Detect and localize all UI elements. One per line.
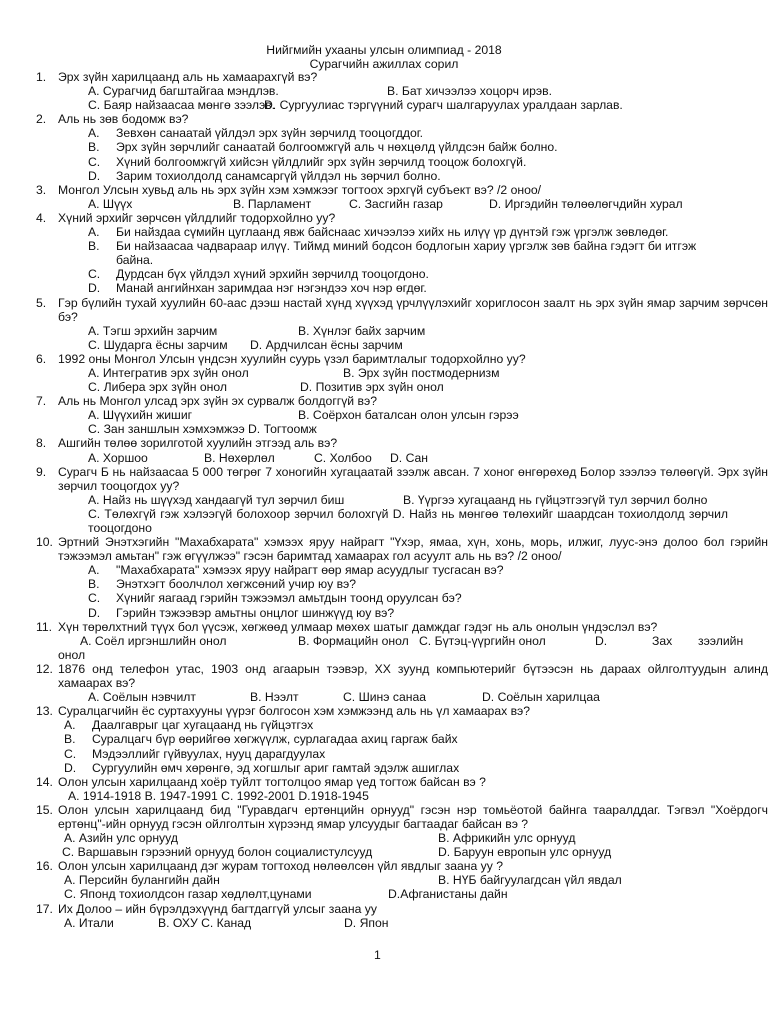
option-letter: B. <box>64 732 76 747</box>
answer-option <box>88 606 728 620</box>
answer-option: D. Соёлын харилцаа <box>482 690 600 705</box>
option-letter: C. <box>88 591 101 606</box>
option-text: Би найзаасаа чадвараар илүү. Тиймд миний бодсон бодлогын хариу үргэлж зөв байна гэдэгт би итгэж байна. <box>116 239 697 268</box>
question-number: 11. <box>36 619 53 634</box>
option-text: Зевхөн санаатай үйлдэл эрх зүйн зөрчилд тооцогддог. <box>116 126 424 141</box>
answer-option: B. Нөхөрлөл <box>204 450 275 465</box>
option-letter: A. <box>88 126 100 141</box>
question-text: Олон улсын харилцаанд бид "Гуравдагч ертөнцийн орнууд" гэсэн нэр томьёотой байнга тааралддаг. Тэгвэл "Хоёрдогч ертөнц"-ийн орнууд гэсэн ойлголтын хүрээнд ямар улсуудыг багтаадаг байсан вэ ? <box>58 802 768 831</box>
answer-option: B. Үүргээ хугацаанд нь гүйцэтгээгүй тул зөрчил болно <box>403 492 708 507</box>
question-text: 1992 оны Монгол Улсын үндсэн хуулийн суурь үзэл баримтлалыг тодорхойлно уу? <box>58 351 526 366</box>
olympiad-title: Нийгмийн ухааны улсын олимпиад - 2018 <box>266 43 502 57</box>
option-letter: B. <box>88 577 100 592</box>
question-item <box>0 662 768 704</box>
answer-option: B. Африкийн улс орнууд <box>438 831 576 846</box>
question-number: 3. <box>36 182 47 197</box>
answer-option: A. Персийн булангийн дайн <box>64 873 220 888</box>
answer-option: A. Сурагчид багштайгаа мэндлэв. <box>88 84 279 99</box>
answer-option: Зах <box>652 633 673 648</box>
question-item <box>0 620 768 662</box>
answer-continuation: C. Төлөхгүй гэж хэлээгүй болохоор зөрчил болохгүй D. Найз нь мөнгөө төлөхийг шаардсан тохиолдолд зөрчил тооцогдоно <box>88 506 728 535</box>
question-item <box>0 211 768 296</box>
answer-option <box>64 732 728 746</box>
question-stem <box>0 704 768 718</box>
option-letter: A. <box>88 563 100 578</box>
question-stem <box>0 352 768 366</box>
answer-option <box>88 155 728 169</box>
option-letter: D. <box>88 605 101 620</box>
question-stem <box>0 296 768 324</box>
answer-option <box>88 126 728 140</box>
answer-option: B. Хүнлэг байх зарчим <box>298 323 426 338</box>
answer-row <box>0 831 768 845</box>
option-letter: C. <box>64 746 77 761</box>
question-number: 17. <box>36 901 53 916</box>
answer-option: D. Тогтоомж <box>248 422 317 437</box>
answer-row <box>0 690 768 704</box>
question-number: 8. <box>36 436 47 451</box>
question-stem <box>0 211 768 225</box>
option-text: Энэтхэгт боолчлол хөгжсөний учир юу вэ? <box>116 577 357 592</box>
question-text: Монгол Улсын хувьд аль нь эрх зүйн хэм хэмжээг тогтоох эрхгүй субъект вэ? /2 оноо/ <box>58 182 542 197</box>
answer-row <box>0 789 768 803</box>
question-text: Аль нь зөв бодомж вэ? <box>58 112 189 127</box>
answer-option: B. ОХУ С. Канад <box>158 915 252 930</box>
question-item <box>0 535 768 620</box>
answer-option: C. Холбоо <box>314 450 372 465</box>
question-item <box>0 775 768 803</box>
answer-row <box>0 338 768 352</box>
option-letter: A. <box>64 718 76 733</box>
question-number: 13. <box>36 704 53 719</box>
answer-option: C. Варшавын гэрээний орнууд болон социалистулсууд <box>62 845 373 860</box>
answer-option <box>88 140 728 154</box>
answer-option: D. Япон <box>344 915 389 930</box>
test-subtitle: Сурагчийн ажиллах сорил <box>309 57 459 71</box>
answer-row <box>0 366 768 380</box>
question-number: 2. <box>36 112 47 127</box>
option-letter: D. <box>88 281 101 296</box>
option-letter: B. <box>88 140 100 155</box>
answer-option: D. Баруун европын улс орнууд <box>438 845 612 860</box>
answer-option: B. Бат хичээлээ хоцорч ирэв. <box>387 84 553 99</box>
question-text: Сурагч Б нь найзаасаа 5 000 төгрөг 7 хоногийн хугацаатай зээлж авсан. 7 хоног өнгөрөхөд Болор зээлээ төлөөгүй. Эрх зүйн зөрчил тооцогдох уу? <box>58 464 768 493</box>
answer-option <box>64 747 728 761</box>
question-item <box>0 70 768 112</box>
option-letter: B. <box>88 239 100 254</box>
question-item <box>0 465 768 535</box>
option-text: Суралцагч бүр өөрийгөө хөгжүүлж, сурлагадаа ахиц гаргаж байх <box>92 732 458 747</box>
question-text: Эртний Энэтхэгийн "Махабхарата" хэмээх яруу найрагт "Үхэр, ямаа, хүн, хонь, морь, илжиг, луус-энэ долоо бол гэрийн тэжээмэл амьтан" гэж өгүүлжээ" гэсэн баримтад хамаарах гол асуулт аль нь вэ? /2 оноо/ <box>58 535 768 564</box>
option-text: Манай ангийнхан заримдаа нэг нэгэндээ хоч нэр өгдөг. <box>116 281 427 296</box>
answer-option <box>64 718 728 732</box>
question-number: 1. <box>36 70 47 84</box>
question-stem <box>0 436 768 450</box>
answer-continuation: онол <box>58 647 86 662</box>
answer-row <box>0 887 768 901</box>
answer-option: D. Ардчилсан ёсны зарчим <box>250 337 403 352</box>
question-item <box>0 436 768 464</box>
question-stem <box>0 183 768 197</box>
answer-row <box>0 916 768 930</box>
answer-option: B. Эрх зүйн постмодернизм <box>343 365 500 380</box>
question-stem <box>0 662 768 690</box>
question-stem <box>0 902 768 916</box>
answer-row <box>0 873 768 887</box>
option-text: Гэрийн тэжээвэр амьтны онцлог шинжүүд юу вэ? <box>116 605 395 620</box>
question-number: 12. <box>36 661 53 676</box>
question-number: 6. <box>36 351 47 366</box>
answer-option: B. Нээлт <box>250 690 299 705</box>
question-item <box>0 704 768 774</box>
option-letter: A. <box>88 225 100 240</box>
option-letter: C. <box>88 267 101 282</box>
answer-option <box>88 563 728 577</box>
answer-option: D. Сургуулиас тэргүүний сурагч шалгаруулах уралдаан зарлав. <box>264 98 623 113</box>
answer-option: C. Шударга ёсны зарчим <box>88 337 228 352</box>
question-number: 14. <box>36 774 53 789</box>
answer-option: A. Шүүх <box>88 196 133 211</box>
answer-option: A. Итали <box>64 915 114 930</box>
option-text: Сургуулийн өмч хөрөнгө, эд хогшлыг ариг гамтай эдэлж ашиглах <box>92 760 460 775</box>
question-text: 1876 онд телефон утас, 1903 онд агаарын тээвэр, XX зуунд компьютерийг бүтээсэн нь дараах ойлголтуудын алинд хамаарах вэ? <box>58 661 768 691</box>
option-text: Эрх зүйн зөрчлийг санаатай болгоомжгүй аль ч нөхцөлд үйлдсэн байж болно. <box>116 140 558 155</box>
answer-row <box>0 634 768 648</box>
question-number: 9. <box>36 464 47 479</box>
answer-option: C. Зан заншлын хэмхэмжээ <box>88 422 245 437</box>
answer-row <box>0 197 768 211</box>
answer-row <box>0 408 768 422</box>
question-item <box>0 183 768 211</box>
answer-option: B. НҮБ байгуулагдсан үйл явдал <box>438 873 622 888</box>
question-number: 10. <box>36 535 53 550</box>
answer-option: A. Соёлын нэвчилт <box>88 690 196 705</box>
question-stem <box>0 112 768 126</box>
question-stem <box>0 70 768 84</box>
answer-option: A. 1914-1918 B. 1947-1991 C. 1992-2001 D.1918-1945 <box>68 788 369 803</box>
question-stem <box>0 775 768 789</box>
question-item <box>0 902 768 930</box>
answer-option <box>88 169 728 183</box>
question-text: Аль нь Монгол улсад эрх зүйн эх сурвалж болдоггүй вэ? <box>58 394 377 409</box>
question-stem <box>0 535 768 563</box>
answer-option <box>88 225 728 239</box>
question-text: Хүний эрхийг зөрчсөн үйлдлийг тодорхойлно уу? <box>58 210 336 225</box>
option-text: Зарим тохиолдолд санамсаргүй үйлдэл нь зөрчил болно. <box>116 168 441 183</box>
page-number: 1 <box>374 948 381 962</box>
option-letter: D. <box>88 168 101 183</box>
answer-option: B. Соёрхон баталсан олон улсын гэрээ <box>298 408 519 423</box>
answer-option: C. Либера эрх зүйн онол <box>88 380 228 395</box>
question-text: Олон улсын харилцаанд хоёр туйлт тогтолцоо ямар үед тогтож байсан вэ ? <box>58 774 486 789</box>
option-text: Дурдсан бүх үйлдэл хүний эрхийн зөрчилд тооцогдоно. <box>116 267 429 282</box>
option-text: Мэдээллийг гүйвуулах, нууц дарагдуулах <box>92 746 326 761</box>
question-text: Их Долоо – ийн бүрэлдэхүүнд багтдаггүй улсыг заана уу <box>58 901 377 916</box>
option-text: "Махабхарата" хэмээх яруу найрагт өөр ямар асуудлыг тусгасан вэ? <box>116 563 504 578</box>
question-number: 15. <box>36 802 53 817</box>
option-text: Хүний болгоомжгүй хийсэн үйлдлийг эрх зүйн зөрчилд тооцож болохгүй. <box>116 154 527 169</box>
answer-row <box>0 493 768 507</box>
option-letter: C. <box>88 154 101 169</box>
answer-option <box>88 281 728 295</box>
answer-row <box>0 845 768 859</box>
answer-option: D. <box>595 633 608 648</box>
question-text: Эрх зүйн харилцаанд аль нь хамаарахгүй вэ? <box>58 70 318 84</box>
answer-option: D. Сан <box>390 450 429 465</box>
answer-option: зээлийн <box>698 633 744 648</box>
question-number: 5. <box>36 295 47 310</box>
question-stem <box>0 465 768 493</box>
option-text: Даалгаврыг цаг хугацаанд нь гүйцэтгэх <box>92 718 314 733</box>
answer-option: B. Парламент <box>233 196 312 211</box>
question-number: 16. <box>36 859 53 874</box>
answer-row <box>0 98 768 112</box>
question-stem <box>0 803 768 831</box>
answer-option: A. Шүүхийн жишиг <box>88 408 193 423</box>
answer-option: D. Позитив эрх зүйн онол <box>300 380 444 395</box>
question-text: Олон улсын харилцаанд дэг журам тогтоход нөлөөлсөн үйл явдлыг заана уу ? <box>58 859 503 874</box>
answer-option <box>88 577 728 591</box>
option-text: Би найздаа сүмийн цуглаанд явж байснаас хичээлээ хийх нь илүү үр дүнтэй гэж үргэлж зөвлөдөг. <box>116 225 669 240</box>
question-text: Хүн төрөлхтний түүх бол үүсэж, хөгжөөд улмаар мөхөх шатыг дамждаг гэдэг нь аль онолын үндэслэл вэ? <box>58 619 658 634</box>
answer-option: C. Японд тохиолдсон газар хөдлөлт,цунами <box>64 887 312 902</box>
answer-row <box>0 422 768 436</box>
answer-option <box>88 267 728 281</box>
question-stem <box>0 859 768 873</box>
question-item <box>0 803 768 859</box>
answer-option: C. Засгийн газар <box>349 196 443 211</box>
answer-option: A. Хоршоо <box>88 450 148 465</box>
question-text: Суралцагчийн ёс суртахууны үүрэг болгосон хэм хэмжээнд аль нь үл хамаарах вэ? <box>58 704 531 719</box>
answer-option <box>88 239 728 267</box>
question-item <box>0 296 768 352</box>
answer-option: B. Формацийн онол <box>298 633 409 648</box>
answer-option: D. Иргэдийн төлөөлөгчдийн хурал <box>489 196 683 211</box>
answer-option: C. Баяр найзаасаа мөнгө зээлэв. <box>88 98 276 113</box>
question-item <box>0 394 768 436</box>
answer-row <box>0 380 768 394</box>
question-stem <box>0 620 768 634</box>
answer-option: A. Тэгш эрхийн зарчим <box>88 323 218 338</box>
answer-option: C. Бүтэц-үүргийн онол <box>419 633 546 648</box>
answer-option <box>88 591 728 605</box>
answer-option: A. Найз нь шүүхэд хандаагүй тул зөрчил биш <box>88 492 345 507</box>
answer-option: C. Шинэ санаа <box>343 690 427 705</box>
question-text: Ашгийн төлөө зорилготой хуулийн этгээд аль вэ? <box>58 436 338 451</box>
answer-row <box>0 451 768 465</box>
question-item <box>0 112 768 182</box>
question-number: 7. <box>36 394 47 409</box>
option-letter: D. <box>64 760 77 775</box>
question-text: Гэр бүлийн тухай хуулийн 60-аас дээш настай хүнд хүүхэд үрчлүүлэхийг хориглосон заалт нь эрх зүйн ямар зарчим зөрчсөн бэ? <box>58 295 768 324</box>
option-text: Хүнийг яагаад гэрийн тэжээмэл амьтдын тоонд оруулсан бэ? <box>116 591 462 606</box>
answer-option: D.Афганистаны дайн <box>388 887 508 902</box>
question-stem <box>0 394 768 408</box>
question-number: 4. <box>36 210 47 225</box>
question-list <box>0 70 768 930</box>
answer-option: A. Азийн улс орнууд <box>64 831 178 846</box>
answer-row <box>0 84 768 98</box>
answer-option <box>64 761 728 775</box>
answer-option: A. Интегратив эрх зүйн онол <box>88 365 249 380</box>
question-item <box>0 352 768 394</box>
answer-row <box>0 324 768 338</box>
question-item <box>0 859 768 901</box>
answer-option: A. Соёл иргэншлийн онол <box>80 633 227 648</box>
